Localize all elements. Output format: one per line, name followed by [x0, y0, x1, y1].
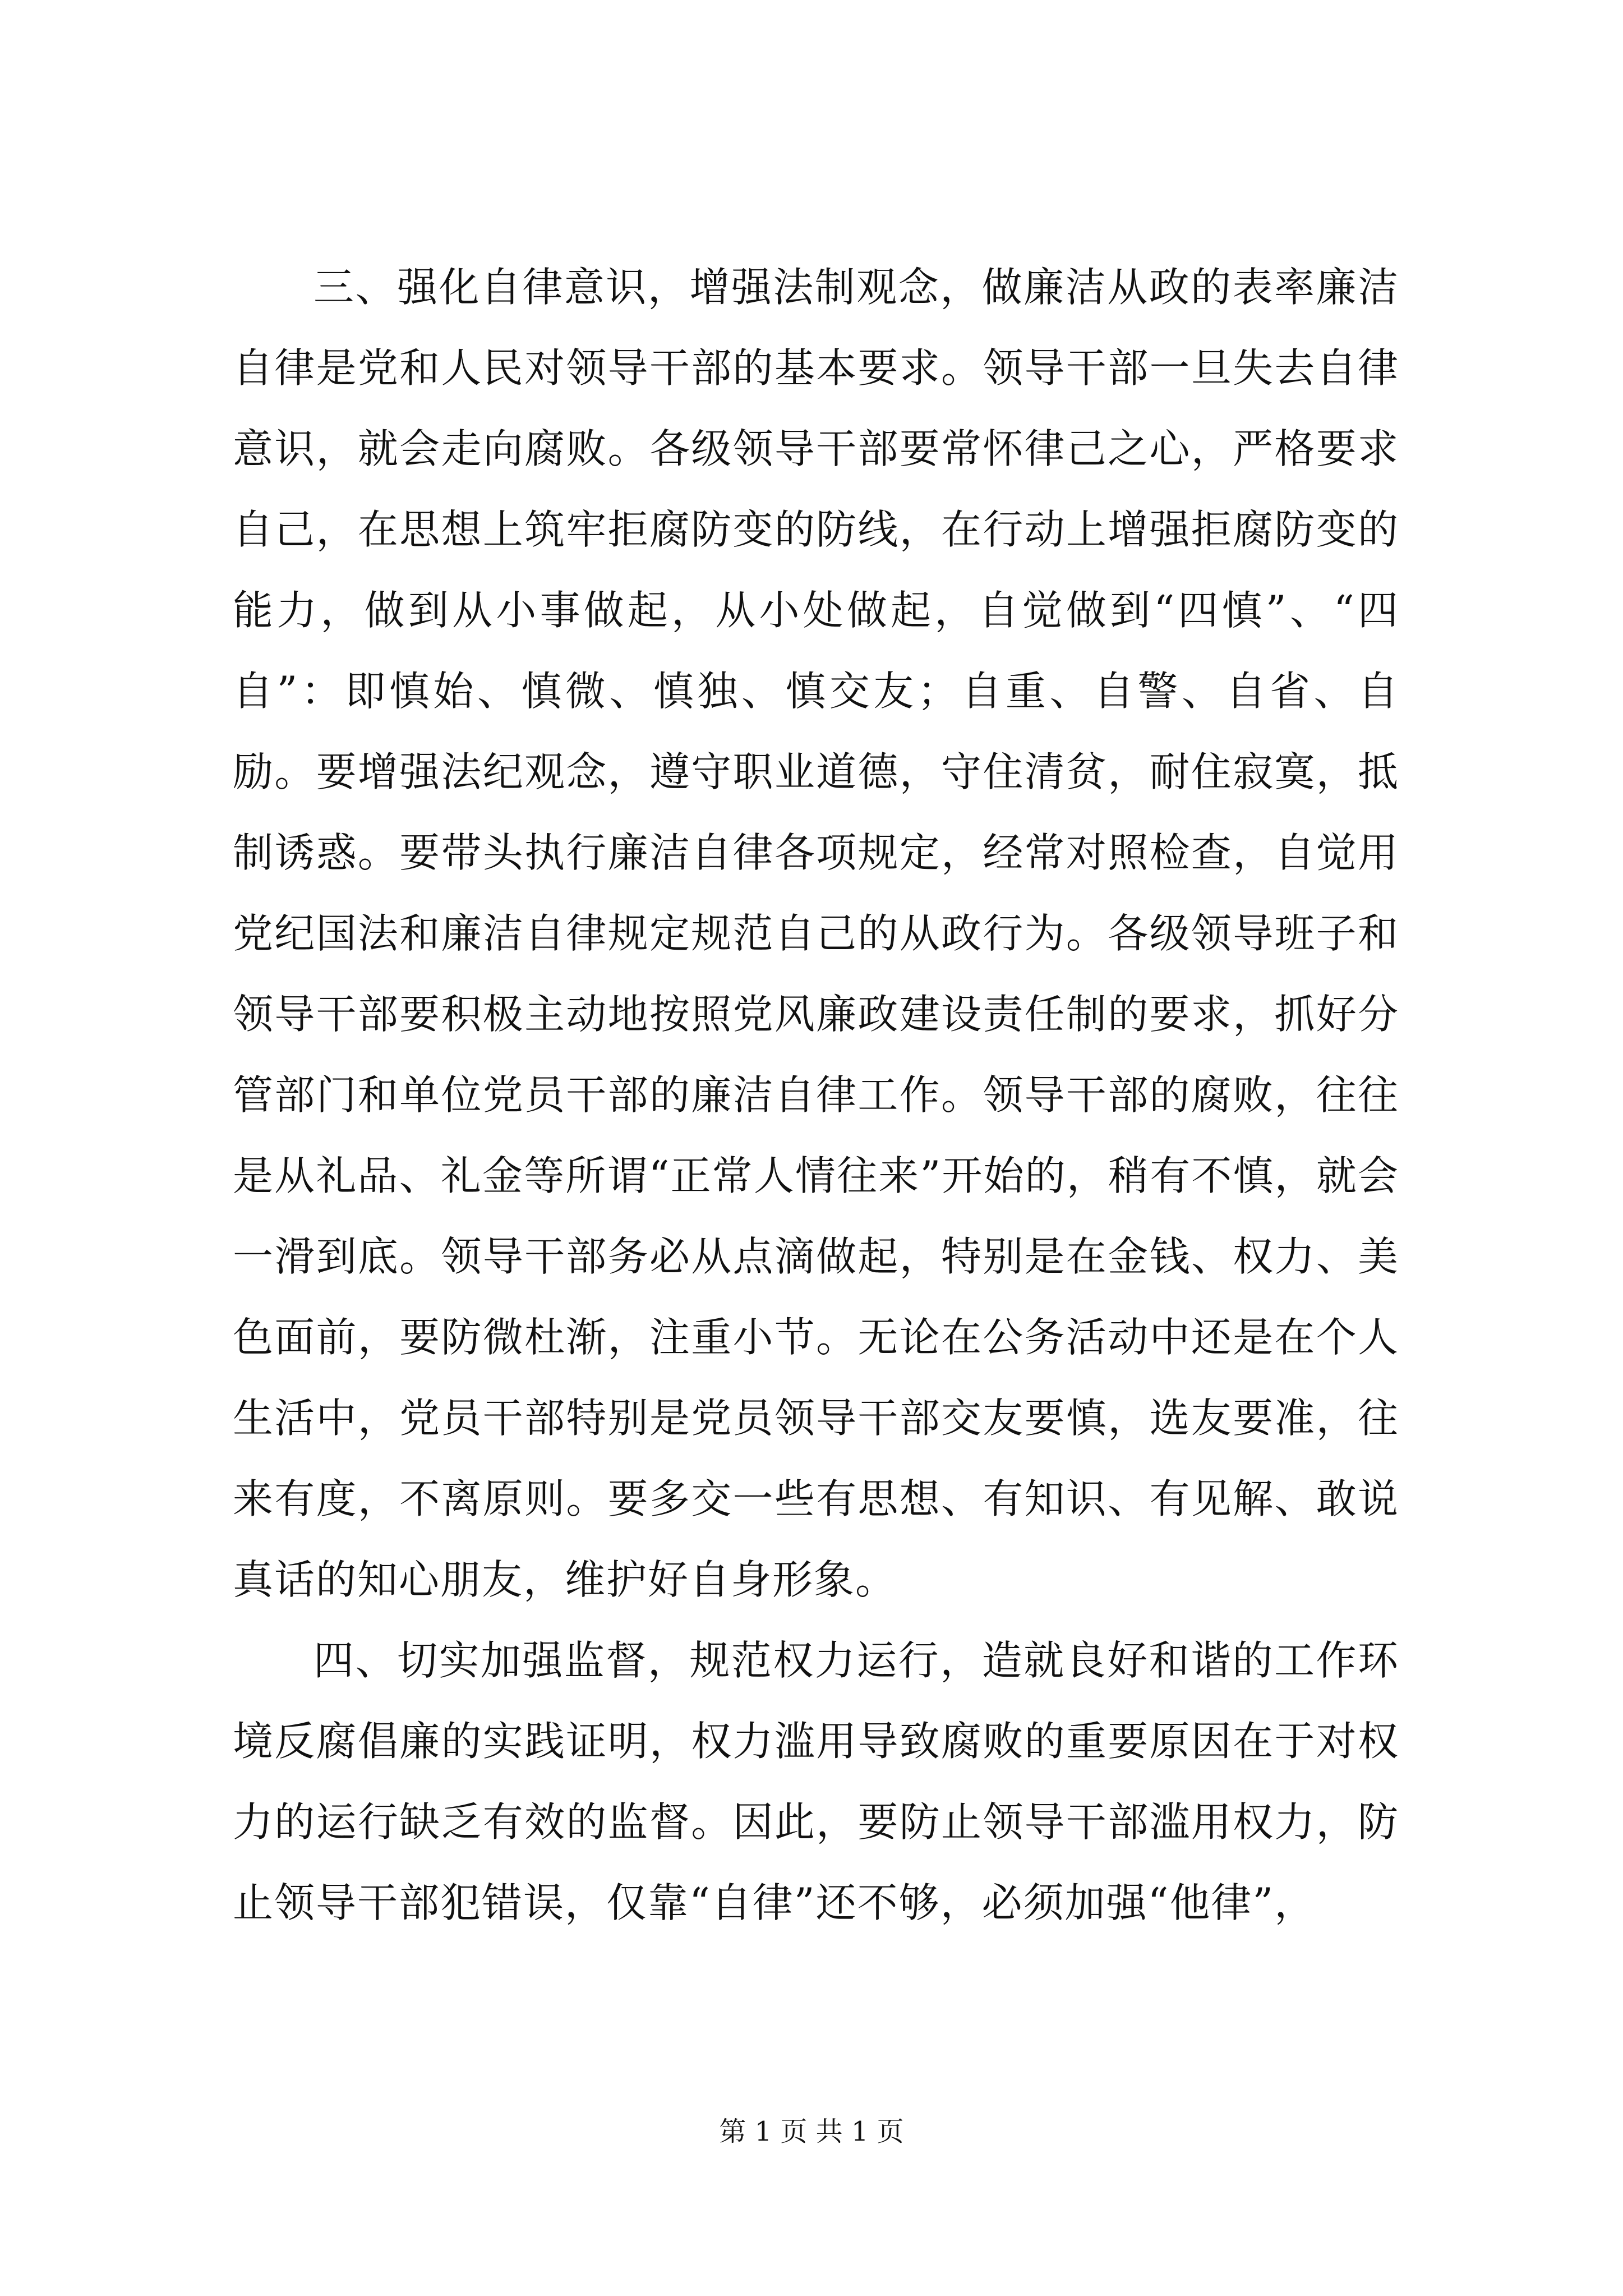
- document-body: [233, 247, 1399, 1943]
- paragraph-section-four: 四、切实加强监督，规范权力运行，造就良好和谐的工作环境反腐倡廉的实践证明，权力滥用导致腐败的重要原因在于对权力的运行缺乏有效的监督。因此，要防止领导干部滥用权力，防止领导干部犯错误，仅靠“自律”还不够，必须加强“他律”，: [233, 1637, 1399, 1926]
- paragraph-section-three: 三、强化自律意识，增强法制观念，做廉洁从政的表率廉洁自律是党和人民对领导干部的基本要求。领导干部一旦失去自律意识，就会走向腐败。各级领导干部要常怀律己之心，严格要求自己，在思想上筑牢拒腐防变的防线，在行动上增强拒腐防变的能力，做到从小事做起，从小处做起，自觉做到“四慎”、“四自”：即慎始、慎微、慎独、慎交友；自重、自警、自省、自励。要增强法纪观念，遵守职业道德，守住清贫，耐住寂寞，抵制诱惑。要带头执行廉洁自律各项规定，经常对照检查，自觉用党纪国法和廉洁自律规定规范自己的从政行为。各级领导班子和领导干部要积极主动地按照党风廉政建设责任制的要求，抓好分管部门和单位党员干部的廉洁自律工作。领导干部的腐败，往往是从礼品、礼金等所谓“正常人情往来”开始的，稍有不慎，就会一滑到底。领导干部务必从点滴做起，特别是在金钱、权力、美色面前，要防微杜渐，注重小节。无论在公务活动中还是在个人生活中，党员干部特别是党员领导干部交友要慎，选友要准，往来有度，不离原则。要多交一些有思想、有知识、有见解、敢说真话的知心朋友，维护好自身形象。: [233, 264, 1399, 1603]
- page-footer: 第 1 页 共 1 页: [719, 2116, 904, 2147]
